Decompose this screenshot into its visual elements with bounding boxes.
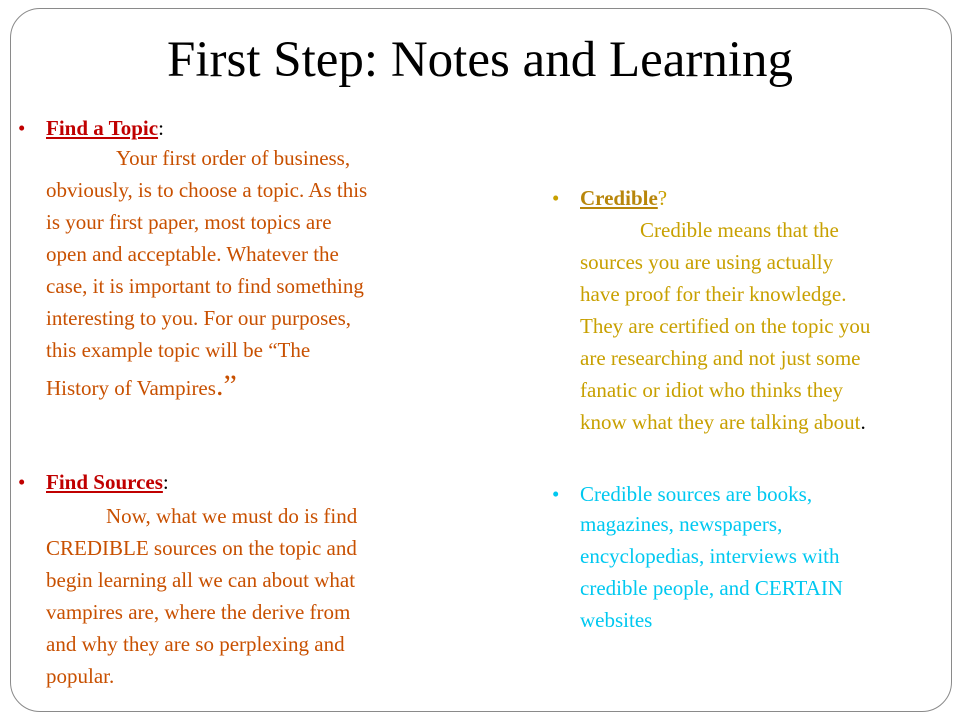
sources-list-line-2: magazines, newspapers, [580, 512, 783, 536]
credible-line-5: are researching and not just some [580, 346, 861, 370]
sources-heading: Find Sources [46, 470, 163, 494]
sources-bullet [14, 468, 470, 496]
sources-list-line-5: websites [580, 608, 653, 632]
sources-list-line-1: Credible sources are books, [580, 482, 813, 506]
left-column [14, 114, 470, 692]
credible-line-2: sources you are using actually [580, 250, 834, 274]
topic-line-8: History of Vampires.” [46, 369, 237, 402]
credible-question-mark: ? [657, 186, 668, 210]
bullet-dot: • [18, 116, 26, 140]
topic-line-1: Your first order of business, [116, 146, 351, 170]
topic-bullet [14, 114, 470, 142]
bullet-dot: • [552, 482, 560, 506]
topic-line-4: open and acceptable. Whatever the [46, 242, 339, 266]
sources-heading-colon: : [162, 470, 169, 494]
sources-list-line-4: credible people, and CERTAIN [580, 576, 843, 600]
topic-paragraph [14, 142, 470, 404]
sources-list-bullet [548, 480, 958, 508]
topic-heading-colon: : [158, 116, 164, 140]
credible-line-3: have proof for their knowledge. [580, 282, 847, 306]
sources-line-1: Now, what we must do is find [106, 504, 358, 528]
topic-line-6: interesting to you. For our purposes, [46, 306, 352, 330]
credible-line-6: fanatic or idiot who thinks they [580, 378, 844, 402]
bullet-dot: • [18, 470, 26, 494]
sources-list-line-3: encyclopedias, interviews with [580, 544, 840, 568]
credible-line-1: Credible means that the [640, 218, 839, 242]
sources-line-2: CREDIBLE sources on the topic and [46, 536, 357, 560]
credible-heading: Credible [580, 186, 658, 210]
sources-line-3: begin learning all we can about what [46, 568, 356, 592]
sources-line-4: vampires are, where the derive from [46, 600, 351, 624]
credible-paragraph [548, 214, 958, 438]
bullet-dot: • [552, 186, 560, 210]
topic-heading: Find a Topic [46, 116, 159, 140]
right-column [548, 184, 958, 636]
credible-line-4: They are certified on the topic you [580, 314, 871, 338]
sources-paragraph [14, 500, 470, 692]
topic-line-5: case, it is important to find something [46, 274, 364, 298]
topic-line-2: obviously, is to choose a topic. As this [46, 178, 368, 202]
topic-line-7: this example topic will be “The [46, 338, 311, 362]
topic-line-3: is your first paper, most topics are [46, 210, 332, 234]
sources-line-5: and why they are so perplexing and [46, 632, 345, 656]
credible-line-7: know what they are talking about. [580, 410, 866, 434]
sources-line-6: popular. [46, 664, 115, 688]
credible-bullet [548, 184, 958, 212]
sources-list-paragraph [548, 508, 958, 636]
slide-title: First Step: Notes and Learning [166, 32, 794, 88]
